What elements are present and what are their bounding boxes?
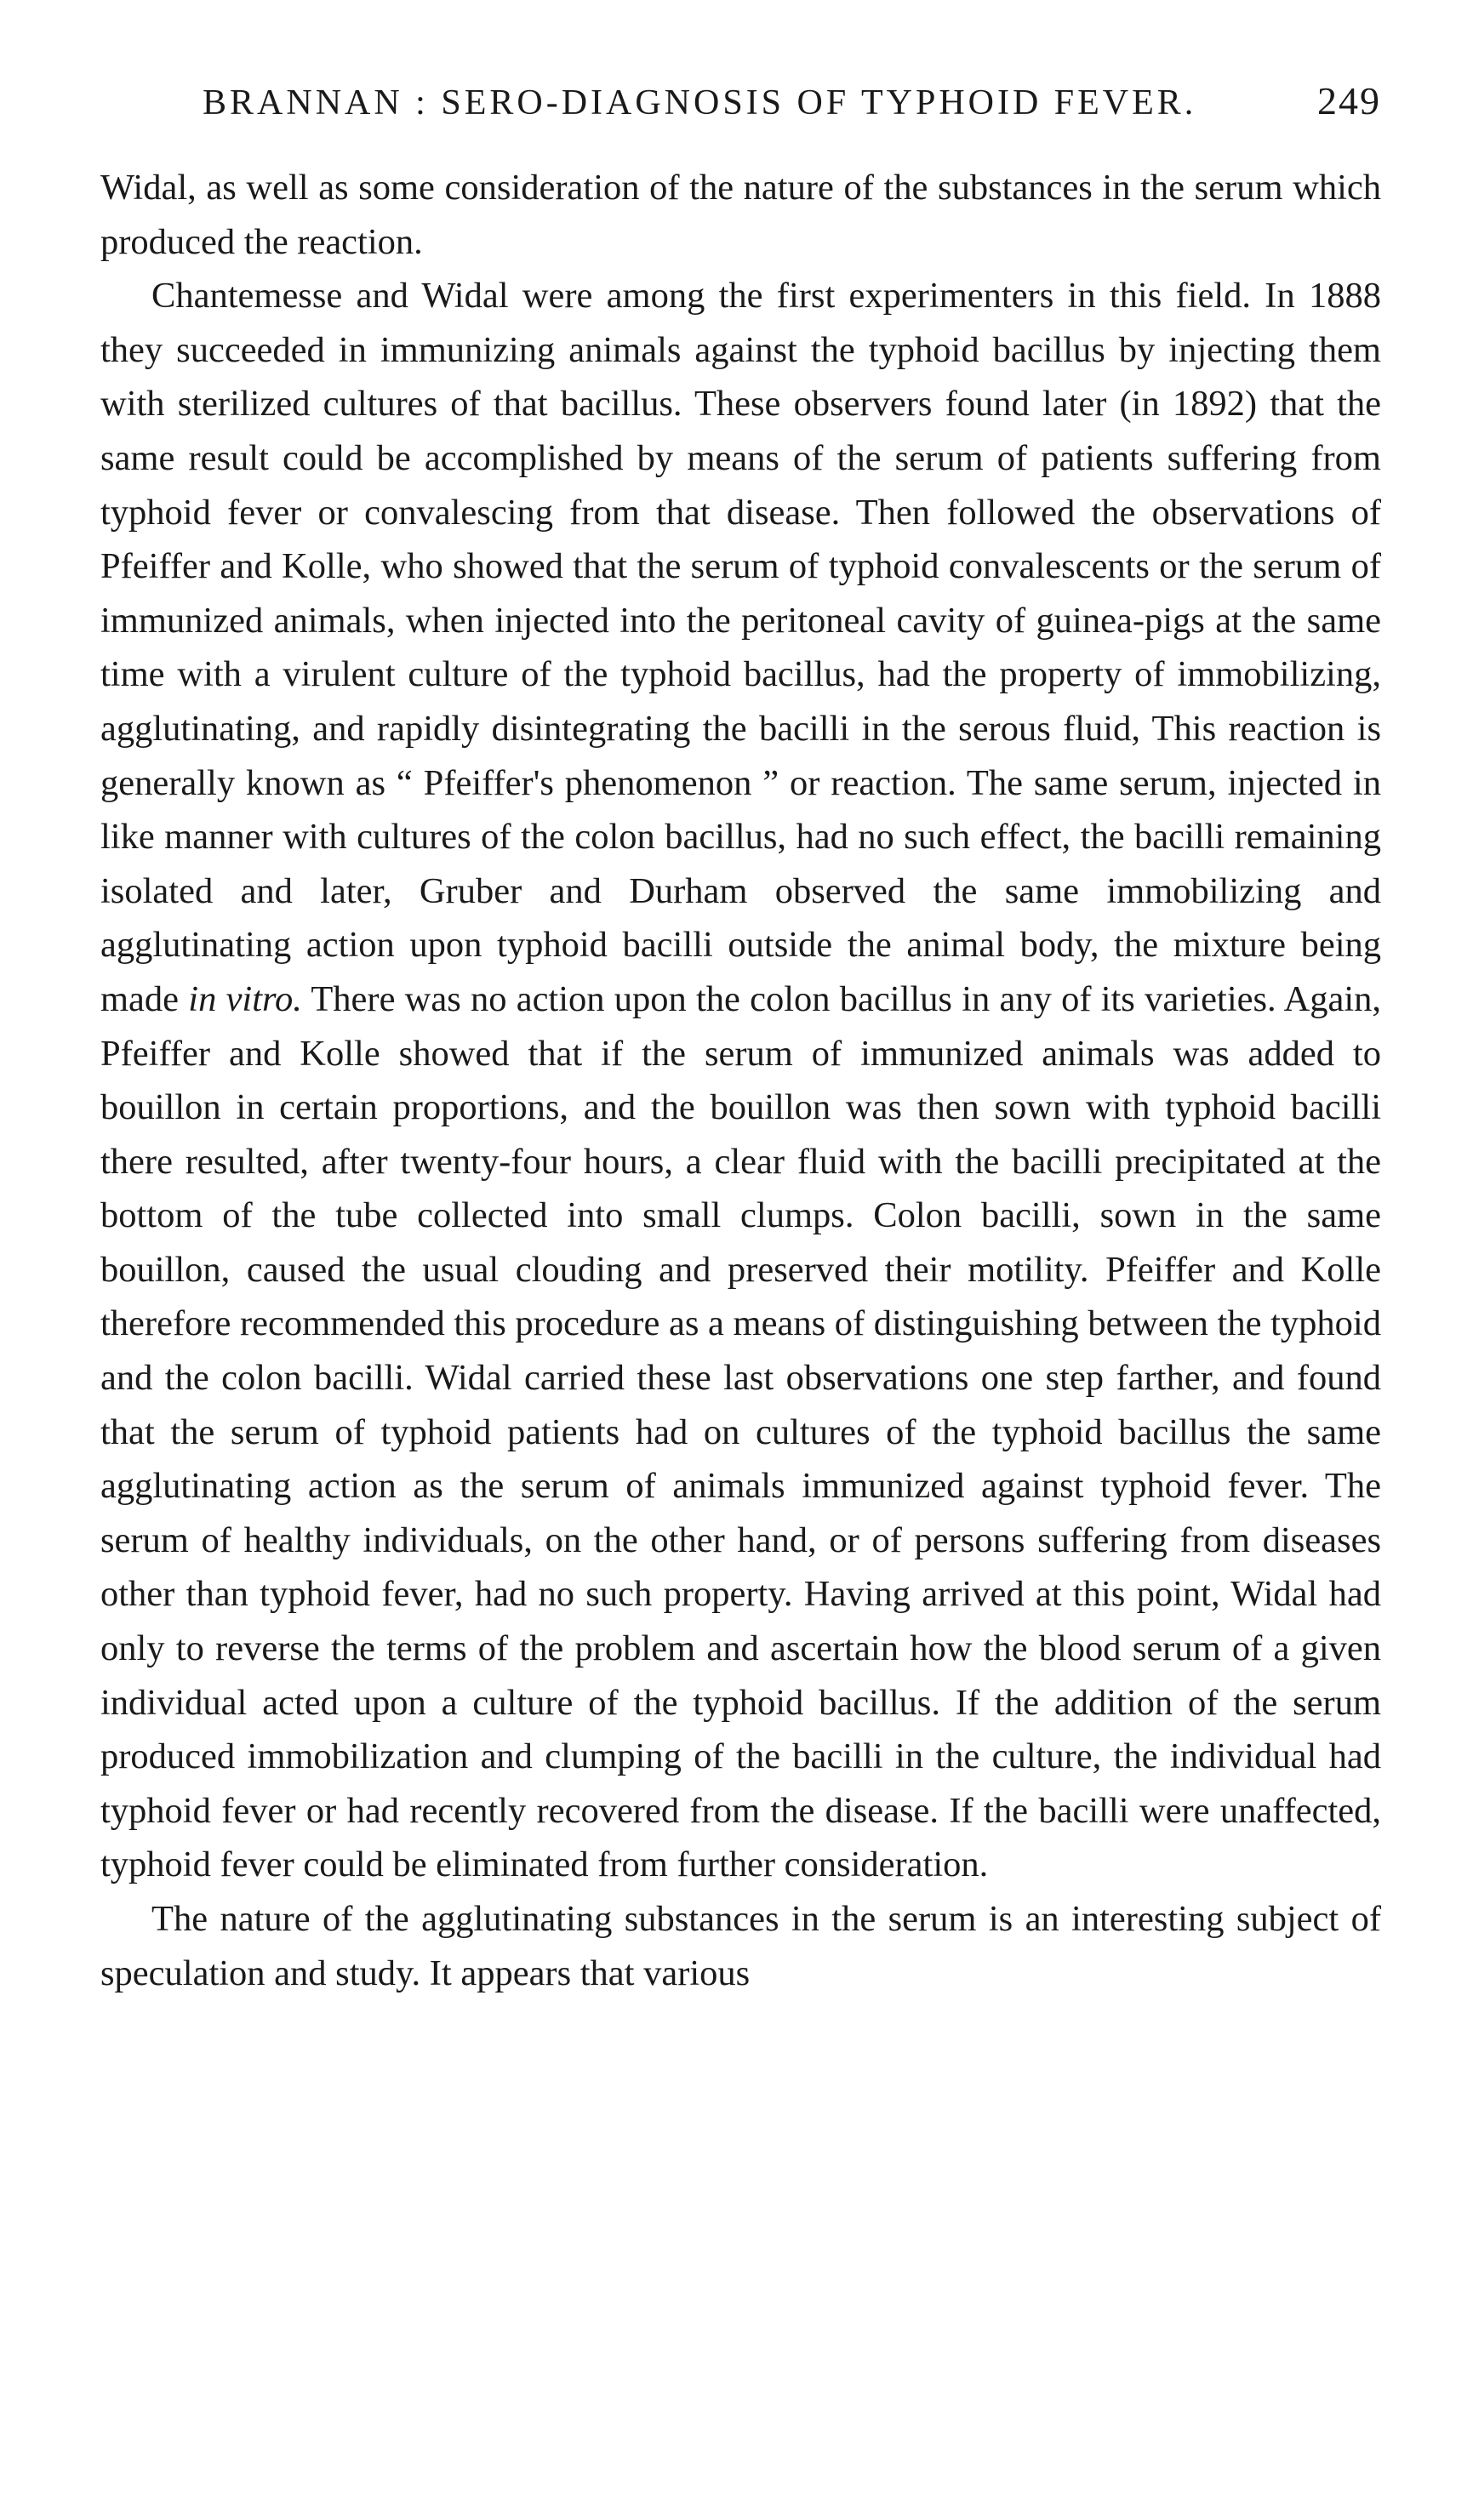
book-page bbox=[100, 78, 1381, 2000]
body-text bbox=[100, 161, 1381, 2000]
italic-in-vitro: in vitro. bbox=[188, 978, 302, 1019]
paragraph-1 bbox=[100, 161, 1381, 269]
paragraph-2-text-b: There was no action upon the colon bacillus in any of its varieties. Again, Pfeiffer and Kolle showed that if the serum of immunized animals was added to bouillon in certain proportions, and the bouillon was then sown with typhoid bacilli there resulted, after twenty-four hours, a clear fluid with the bacilli precipitated at the bottom of the tube collected into small clumps. Colon bacilli, sown in the same bouillon, caused the usual clouding and preserved their motility. Pfeiffer and Kolle therefore recommended this procedure as a means of distinguishing between the typhoid and the colon bacilli. Widal carried these last observations one step farther, and found that the serum of typhoid patients had on cultures of the typhoid bacillus the same agglutinating action as the serum of animals immunized against typhoid fever. The serum of healthy individuals, on the other hand, or of persons suffering from diseases other than typhoid fever, had no such property. Having arrived at this point, Widal had only to reverse the terms of the problem and ascertain how the blood serum of a given individual acted upon a culture of the typhoid bacillus. If the addition of the serum produced immobilization and clumping of the bacilli in the culture, the individual had typhoid fever or had recently recovered from the disease. If the bacilli were unaffected, typhoid fever could be eliminated from further consideration. bbox=[100, 978, 1382, 1885]
paragraph-2-text-a: Chantemesse and Widal were among the first experimenters in this field. In 1888 they succeeded in immunizing animals against the typhoid bacillus by injecting them with sterilized cultures of that bacillus. These observers found later (in 1892) that the same result could be accomplished by means of the serum of patients suffering from typhoid fever or convalescing from that disease. Then followed the observations of Pfeiffer and Kolle, who showed that the serum of typhoid convalescents or the serum of immunized animals, when injected into the peritoneal cavity of guinea-pigs at the same time with a virulent culture of the typhoid bacillus, had the property of immobilizing, agglutinating, and rapidly disintegrating the bacilli in the serous fluid, This reaction is generally known as “ Pfeiffer's phenomenon ” or reaction. The same serum, injected in like manner with cultures of the colon bacillus, had no such effect, the bacilli remaining isolated and later, Gruber and Durham observed the same immobilizing and agglutinating action upon typhoid bacilli outside the animal body, the mixture being made bbox=[100, 276, 1381, 1019]
paragraph-3-text: The nature of the agglutinating substances in the serum is an interesting subject of speculation and study. It appears that various bbox=[100, 1899, 1381, 1993]
running-title: BRANNAN : SERO-DIAGNOSIS OF TYPHOID FEVER. bbox=[203, 83, 1197, 123]
paragraph-2 bbox=[100, 269, 1381, 1892]
page-number: 249 bbox=[1317, 79, 1381, 123]
paragraph-3 bbox=[100, 1892, 1381, 2000]
running-head bbox=[100, 78, 1381, 123]
paragraph-1-text: Widal, as well as some consideration of the nature of the substances in the serum which produced the reaction. bbox=[100, 168, 1381, 262]
